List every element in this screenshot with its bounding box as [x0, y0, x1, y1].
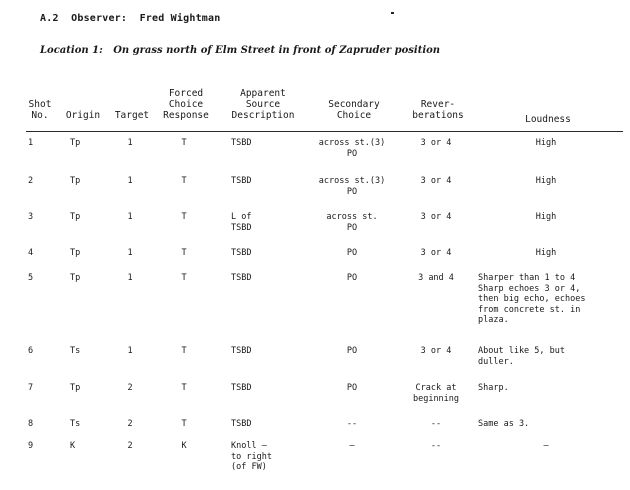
cell-apparent-source: L of TSBD: [231, 212, 252, 233]
cell-origin: Tp: [70, 248, 81, 258]
cell-origin: Ts: [70, 419, 81, 429]
cell-loudness: Sharp.: [478, 383, 509, 393]
cell-shot-no: 9: [28, 441, 34, 451]
cell-target: 1: [127, 346, 133, 356]
cell-forced-choice: T: [181, 383, 187, 393]
cell-apparent-source: TSBD: [231, 176, 252, 186]
cell-secondary-choice: across st.(3) PO: [318, 176, 386, 197]
cell-forced-choice: T: [181, 419, 187, 429]
cell-apparent-source: TSBD: [231, 248, 252, 258]
cell-apparent-source: TSBD: [231, 383, 252, 393]
cell-shot-no: 7: [28, 383, 34, 393]
cell-shot-no: 8: [28, 419, 34, 429]
cell-target: 1: [127, 248, 133, 258]
cell-reverberations: 3 or 4: [420, 138, 452, 148]
cell-forced-choice: T: [181, 176, 187, 186]
header-rule: [26, 131, 623, 132]
cell-origin: Tp: [70, 176, 81, 186]
observer-label: Observer:: [71, 13, 128, 24]
cell-reverberations: 3 or 4: [420, 212, 452, 222]
cell-loudness: High: [535, 176, 557, 186]
cell-reverberations: 3 or 4: [420, 176, 452, 186]
cell-apparent-source: TSBD: [231, 273, 252, 283]
cell-origin: Ts: [70, 346, 81, 356]
header-forced-choice: Forced Choice Response: [163, 88, 209, 121]
cell-forced-choice: T: [181, 248, 187, 258]
cell-shot-no: 4: [28, 248, 34, 258]
header-origin: Origin: [65, 110, 101, 121]
cell-origin: Tp: [70, 273, 81, 283]
cell-origin: Tp: [70, 212, 81, 222]
section-heading: [40, 13, 220, 24]
cell-target: 2: [127, 383, 133, 393]
cell-reverberations: --: [430, 419, 442, 429]
cell-forced-choice: T: [181, 138, 187, 148]
header-target: Target: [114, 110, 150, 121]
cell-target: 1: [127, 273, 133, 283]
cell-secondary-choice: --: [346, 419, 358, 429]
header-shot-no: Shot No.: [28, 99, 52, 121]
cell-reverberations: --: [430, 441, 442, 451]
cell-loudness: Sharper than 1 to 4 Sharp echoes 3 or 4, then big echo, echoes from concrete st. in plaza.: [478, 273, 586, 325]
cell-loudness: High: [535, 138, 557, 148]
cell-origin: Tp: [70, 138, 81, 148]
ink-speck: [391, 12, 394, 14]
cell-loudness: High: [535, 248, 557, 258]
cell-reverberations: Crack at beginning: [412, 383, 460, 404]
header-reverberations: Rever- berations: [412, 99, 464, 121]
cell-secondary-choice: PO: [346, 273, 358, 283]
cell-apparent-source: TSBD: [231, 419, 252, 429]
cell-forced-choice: K: [181, 441, 187, 451]
header-apparent-source: Apparent Source Description: [231, 88, 295, 121]
cell-loudness: —: [543, 441, 549, 451]
cell-target: 1: [127, 138, 133, 148]
cell-apparent-source: TSBD: [231, 138, 252, 148]
cell-shot-no: 1: [28, 138, 34, 148]
cell-apparent-source: TSBD: [231, 346, 252, 356]
cell-reverberations: 3 or 4: [420, 346, 452, 356]
cell-shot-no: 2: [28, 176, 34, 186]
cell-forced-choice: T: [181, 273, 187, 283]
cell-secondary-choice: PO: [346, 248, 358, 258]
cell-shot-no: 6: [28, 346, 34, 356]
cell-reverberations: 3 and 4: [418, 273, 454, 283]
cell-secondary-choice: PO: [346, 346, 358, 356]
cell-shot-no: 3: [28, 212, 34, 222]
cell-loudness: About like 5, but duller.: [478, 346, 565, 367]
cell-secondary-choice: PO: [346, 383, 358, 393]
cell-target: 2: [127, 419, 133, 429]
cell-reverberations: 3 or 4: [420, 248, 452, 258]
cell-loudness: Same as 3.: [478, 419, 530, 429]
cell-origin: K: [70, 441, 76, 451]
cell-secondary-choice: across st. PO: [326, 212, 378, 233]
cell-origin: Tp: [70, 383, 81, 393]
cell-target: 1: [127, 176, 133, 186]
cell-apparent-source: Knoll — to right (of FW): [231, 441, 272, 472]
cell-forced-choice: T: [181, 212, 187, 222]
cell-secondary-choice: —: [349, 441, 355, 451]
header-secondary-choice: Secondary Choice: [328, 99, 380, 121]
cell-shot-no: 5: [28, 273, 34, 283]
cell-loudness: High: [535, 212, 557, 222]
cell-secondary-choice: across st.(3) PO: [318, 138, 386, 159]
cell-target: 2: [127, 441, 133, 451]
observer-name: Fred Wightman: [139, 13, 221, 24]
cell-forced-choice: T: [181, 346, 187, 356]
section-number: A.2: [40, 13, 59, 24]
cell-target: 1: [127, 212, 133, 222]
header-loudness: Loudness: [525, 114, 571, 125]
location-line: Location 1: On grass north of Elm Street in front of Zapruder position: [40, 45, 441, 56]
